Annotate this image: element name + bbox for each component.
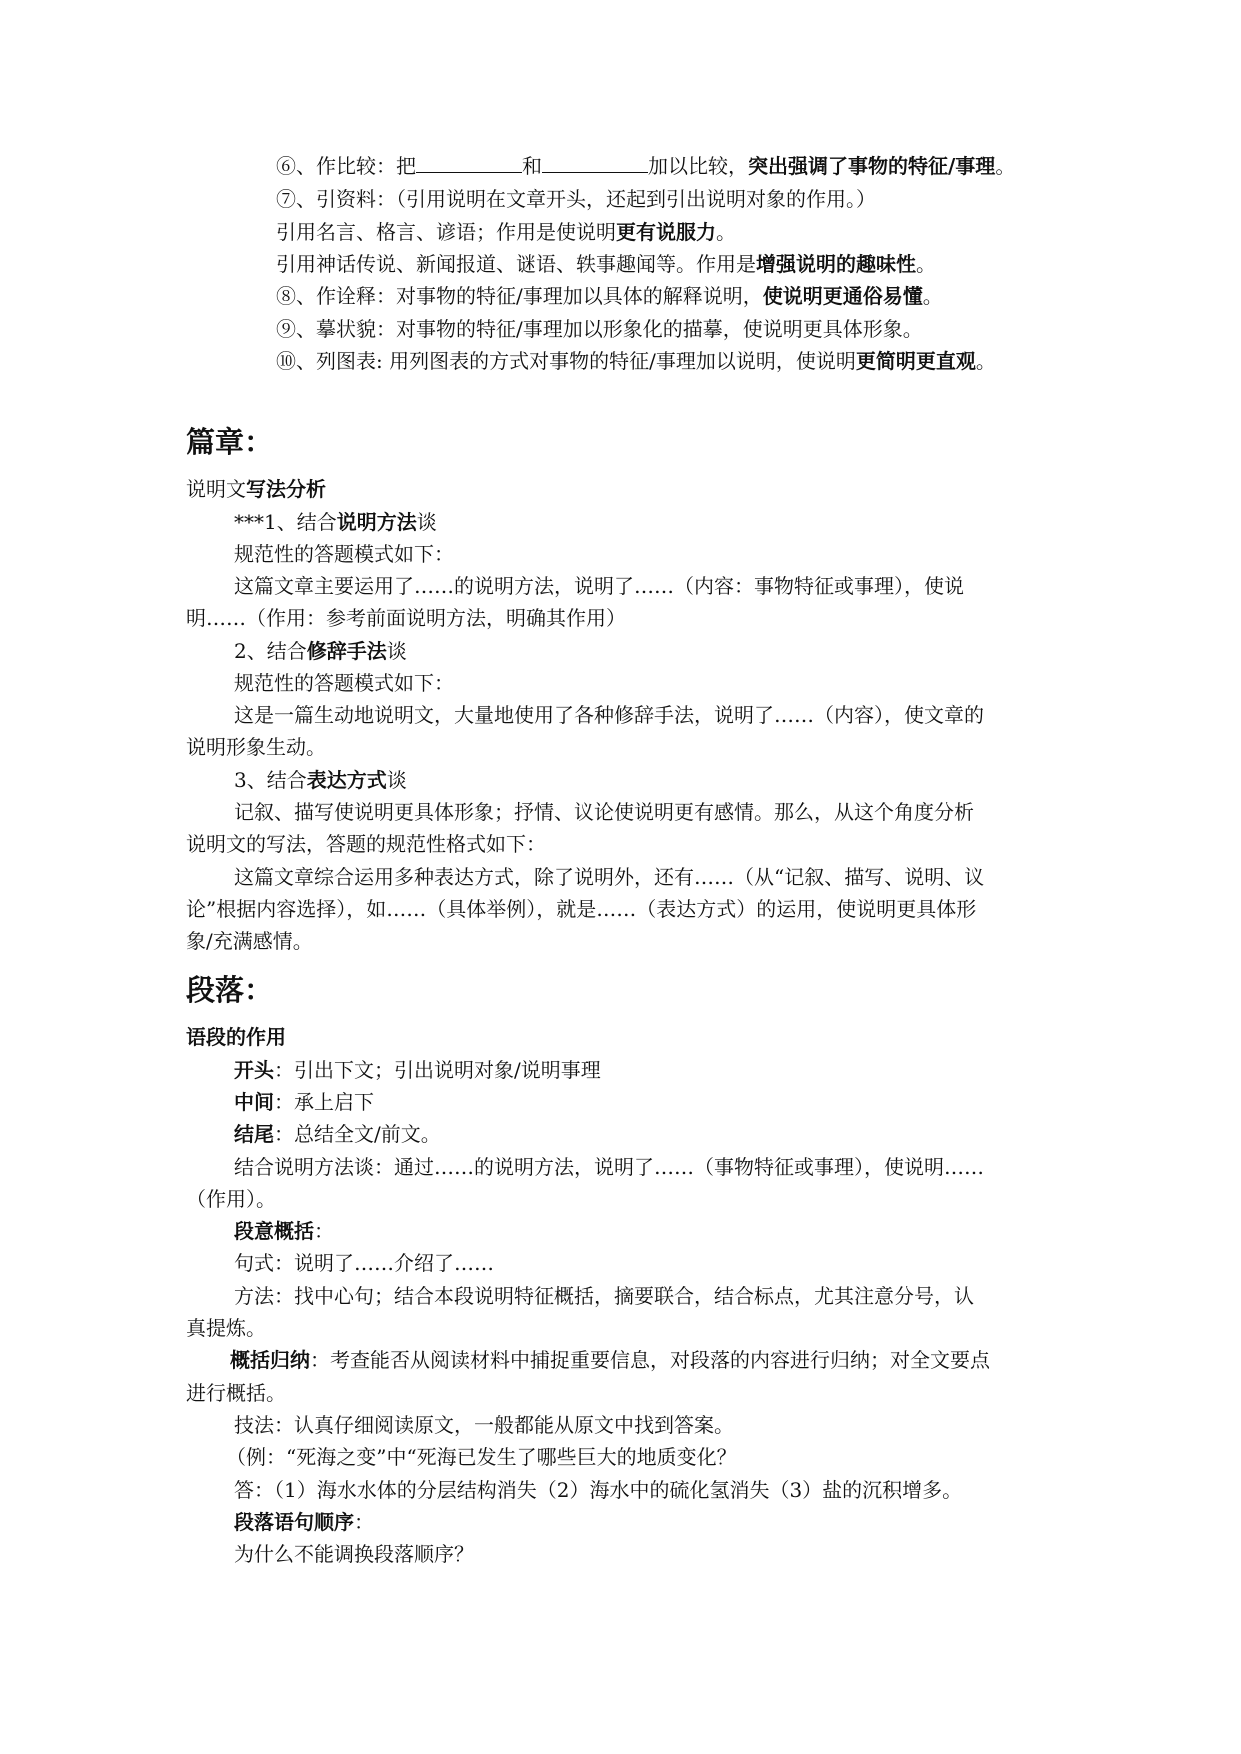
chapter-item-2-l2: 说明形象生动。 xyxy=(186,735,326,759)
paragraph-combine-l1: 结合说明方法谈：通过……的说明方法，说明了……（事物特征或事理），使说明…… xyxy=(234,1155,984,1179)
chapter-subtitle xyxy=(186,476,326,502)
chapter-item-3-a: 3、结合 xyxy=(234,768,307,792)
chapter-item-2-l1: 这是一篇生动地说明文，大量地使用了各种修辞手法，说明了……（内容），使文章的 xyxy=(234,703,984,727)
paragraph-induce xyxy=(230,1347,990,1373)
induce-label: 概括归纳 xyxy=(230,1348,310,1372)
chapter-item-3-c: 谈 xyxy=(386,768,407,792)
chapter-item-2-mode: 规范性的答题模式如下： xyxy=(234,671,454,695)
chapter-item-3-l1: 记叙、描写使说明更具体形象；抒情、议论使说明更有感情。那么，从这个角度分析 xyxy=(234,800,974,824)
paragraph-pattern: 句式：说明了……介绍了…… xyxy=(234,1251,494,1275)
chapter-item-1-a: ***1、结合 xyxy=(234,510,337,534)
chapter-heading: 篇章： xyxy=(186,425,274,459)
paragraph-mid xyxy=(234,1089,374,1115)
blank-2 xyxy=(542,154,648,173)
paragraph-example: （例：“死海之变”中“死海已发生了哪些巨大的地质变化？ xyxy=(226,1445,737,1469)
paragraph-order-label xyxy=(234,1509,374,1535)
chapter-item-3-b: 表达方式 xyxy=(306,768,387,792)
method-7b-text: 引用神话传说、新闻报道、谜语、轶事趣闻等。作用是 xyxy=(276,252,756,276)
paragraph-method-l1: 方法：找中心句；结合本段说明特征概括，摘要联合，结合标点，尤其注意分号，认 xyxy=(234,1284,974,1308)
method-6-emphasis: 突出强调了事物的特征/事理 xyxy=(748,154,996,178)
paragraph-order-question: 为什么不能调换段落顺序？ xyxy=(234,1542,474,1566)
paragraph-mid-text: ：承上启下 xyxy=(274,1090,374,1114)
method-8-text: ⑧、作诠释：对事物的特征/事理加以具体的解释说明， xyxy=(276,284,763,308)
chapter-item-1-mode: 规范性的答题模式如下： xyxy=(234,542,454,566)
chapter-subtitle-a: 说明文 xyxy=(186,477,246,501)
paragraph-open-text: ：引出下文；引出说明对象/说明事理 xyxy=(274,1058,601,1082)
paragraph-open-label: 开头 xyxy=(234,1058,274,1082)
chapter-item-2 xyxy=(234,638,407,664)
chapter-item-3-l3: 这篇文章综合运用多种表达方式，除了说明外，还有……（从“记叙、描写、说明、议 xyxy=(234,865,985,889)
summary-label: 段意概括 xyxy=(234,1219,314,1243)
paragraph-induce-l2: 进行概括。 xyxy=(186,1381,286,1405)
method-10-end: 。 xyxy=(975,349,996,373)
paragraph-summary-label xyxy=(234,1218,334,1244)
method-6-end: 。 xyxy=(995,154,1016,178)
chapter-item-1-l2: 明……（作用：参考前面说明方法，明确其作用） xyxy=(186,606,626,630)
chapter-item-1 xyxy=(234,509,437,535)
method-8-emphasis: 使说明更通俗易懂 xyxy=(762,284,923,308)
chapter-item-3-l4: 论”根据内容选择），如……（具体举例），就是……（表达方式）的运用，使说明更具体形 xyxy=(186,897,977,921)
method-10-line xyxy=(276,348,996,374)
method-7b-emphasis: 增强说明的趣味性 xyxy=(756,252,916,276)
chapter-item-3 xyxy=(234,767,407,793)
chapter-item-2-b: 修辞手法 xyxy=(306,639,387,663)
paragraph-end-label: 结尾 xyxy=(234,1122,274,1146)
method-7-line: ⑦、引资料：（引用说明在文章开头，还起到引出说明对象的作用。） xyxy=(276,187,876,211)
summary-colon: ： xyxy=(314,1219,334,1243)
paragraph-combine-l2: （作用）。 xyxy=(186,1187,276,1211)
method-6-line xyxy=(276,153,1015,179)
method-6-and: 和 xyxy=(522,154,542,178)
chapter-item-2-a: 2、结合 xyxy=(234,639,307,663)
paragraph-mid-label: 中间 xyxy=(234,1090,274,1114)
method-10-text: ⑩、列图表: 用列图表的方式对事物的特征/事理加以说明，使说明 xyxy=(276,349,856,373)
method-7a-end: 。 xyxy=(716,220,736,244)
induce-text: ：考查能否从阅读材料中捕捉重要信息，对段落的内容进行归纳；对全文要点 xyxy=(310,1348,990,1372)
chapter-item-2-c: 谈 xyxy=(386,639,407,663)
paragraph-subtitle: 语段的作用 xyxy=(186,1025,286,1049)
method-7b-end: 。 xyxy=(916,252,936,276)
method-6-text: ⑥、作比较：把 xyxy=(276,154,416,178)
method-9-line: ⑨、摹状貌：对事物的特征/事理加以形象化的描摹，使说明更具体形象。 xyxy=(276,317,923,341)
paragraph-answer: 答：（1）海水水体的分层结构消失（2）海水中的硫化氢消失（3）盐的沉积增多。 xyxy=(234,1478,963,1502)
paragraph-method-l2: 真提炼。 xyxy=(186,1316,266,1340)
chapter-item-1-b: 说明方法 xyxy=(336,510,417,534)
method-8-end: 。 xyxy=(922,284,943,308)
method-10-emphasis: 更简明更直观 xyxy=(855,349,976,373)
paragraph-heading: 段落： xyxy=(186,973,274,1007)
paragraph-end-text: ：总结全文/前文。 xyxy=(274,1122,441,1146)
method-6-compare: 加以比较， xyxy=(648,154,748,178)
method-7b-line xyxy=(276,251,936,277)
paragraph-open xyxy=(234,1057,601,1083)
chapter-item-3-l5: 象/充满感情。 xyxy=(186,929,313,953)
order-label: 段落语句顺序 xyxy=(234,1510,354,1534)
blank-1 xyxy=(416,154,522,173)
chapter-subtitle-b: 写法分析 xyxy=(246,477,326,501)
chapter-item-1-l1: 这篇文章主要运用了……的说明方法，说明了……（内容：事物特征或事理），使说 xyxy=(234,574,964,598)
method-7a-emphasis: 更有说服力 xyxy=(616,220,716,244)
paragraph-skill: 技法：认真仔细阅读原文，一般都能从原文中找到答案。 xyxy=(234,1413,734,1437)
chapter-item-3-l2: 说明文的写法，答题的规范性格式如下： xyxy=(186,832,546,856)
paragraph-end xyxy=(234,1121,441,1147)
method-7a-text: 引用名言、格言、谚语；作用是使说明 xyxy=(276,220,616,244)
chapter-item-1-c: 谈 xyxy=(416,510,437,534)
order-colon: ： xyxy=(354,1510,374,1534)
method-8-line xyxy=(276,283,943,309)
method-7a-line xyxy=(276,219,736,245)
